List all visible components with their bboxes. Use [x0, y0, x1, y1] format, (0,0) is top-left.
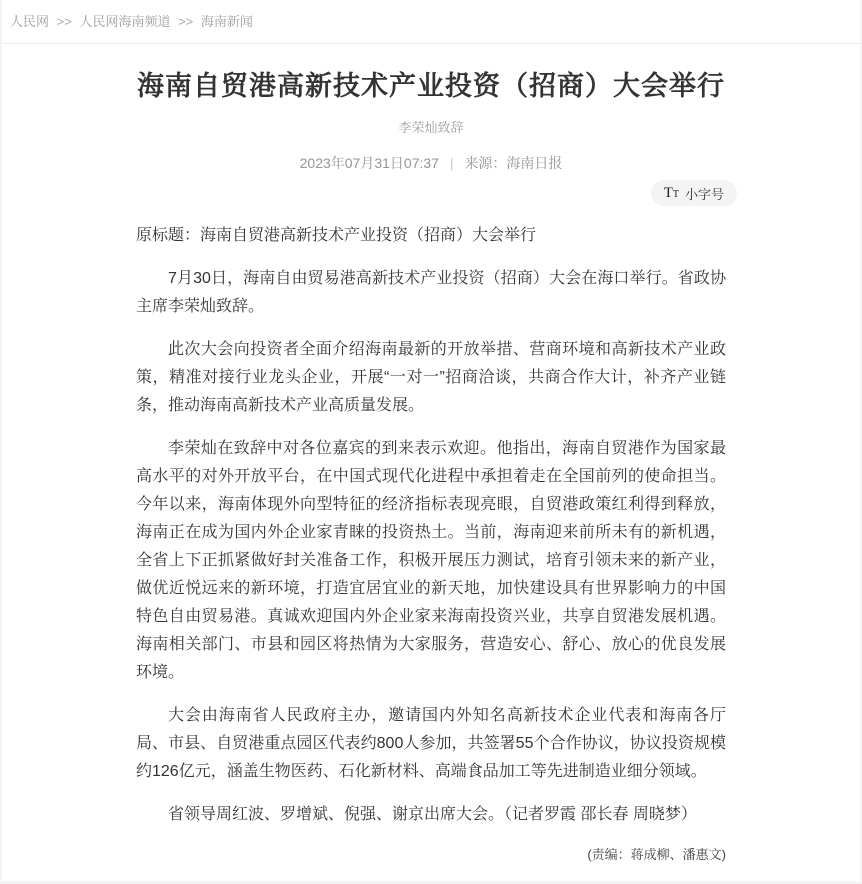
breadcrumb-separator: >> — [178, 14, 194, 29]
article-body — [136, 222, 726, 829]
article-paragraph: 此次大会向投资者全面介绍海南最新的开放举措、营商环境和高新技术产业政策，精准对接行业龙头企业，开展“一对一”招商洽谈，共商合作大计，补齐产业链条，推动海南高新技术产业高质量发展。 — [136, 341, 726, 414]
breadcrumb-link-hainan-channel[interactable]: 人民网海南频道 — [79, 14, 171, 29]
breadcrumb-link-hainan-news[interactable]: 海南新闻 — [200, 14, 253, 29]
page-title: 海南自贸港高新技术产业投资（招商）大会举行 — [137, 71, 725, 101]
article-source: 来源：海南日报 — [464, 155, 563, 171]
original-title-line: 原标题：海南自贸港高新技术产业投资（招商）大会举行 — [136, 227, 537, 244]
article-header — [2, 44, 860, 173]
article-paragraph: 7月30日，海南自由贸易港高新技术产业投资（招商）大会在海口举行。省政协主席李荣灿致辞。 — [136, 270, 726, 315]
editor-credit: (责编：蒋成柳、潘惠文) — [587, 847, 726, 862]
font-size-button[interactable] — [651, 180, 737, 206]
meta-separator: | — [449, 155, 454, 171]
article-paragraph: 大会由海南省人民政府主办，邀请国内外知名高新技术企业代表和海南各厅局、市县、自贸港重点园区代表约800人参加，共签署55个合作协议，协议投资规模约126亿元，涵盖生物医药、石化新材料、高端食品加工等先进制造业细分领域。 — [136, 707, 726, 780]
article-paragraph: 省领导周红波、罗增斌、倪强、谢京出席大会。（记者罗霞 邵长春 周晓梦） — [168, 806, 697, 823]
publish-date: 2023年07月31日07:37 — [299, 155, 439, 171]
breadcrumb-link-peoples-daily[interactable]: 人民网 — [10, 14, 50, 29]
article-subtitle: 李荣灿致辞 — [398, 120, 464, 135]
article-meta — [2, 153, 860, 173]
article-paragraph: 李荣灿在致辞中对各位嘉宾的到来表示欢迎。他指出，海南自贸港作为国家最高水平的对外开放平台，在中国式现代化进程中承担着走在全国前列的使命担当。今年以来，海南体现外向型特征的经济指标表现亮眼，自贸港政策红利得到释放，海南正在成为国内外企业家青睐的投资热土。当前，海南迎来前所未有的新机遇，全省上下正抓紧做好封关准备工作，积极开展压力测试，培育引领未来的新产业，做优近悦远来的新环境，打造宜居宜业的新天地，加快建设具有世界影响力的中国特色自由贸易港。真诚欢迎国内外企业家来海南投资兴业，共享自贸港发展机遇。海南相关部门、市县和园区将热情为大家服务，营造安心、舒心、放心的优良发展环境。 — [136, 440, 726, 681]
article-toolbar — [125, 180, 737, 206]
breadcrumb-separator: >> — [56, 14, 72, 29]
font-size-icon: T T — [663, 184, 679, 201]
font-size-button-label: 小字号 — [684, 186, 724, 202]
breadcrumb — [2, 0, 860, 44]
